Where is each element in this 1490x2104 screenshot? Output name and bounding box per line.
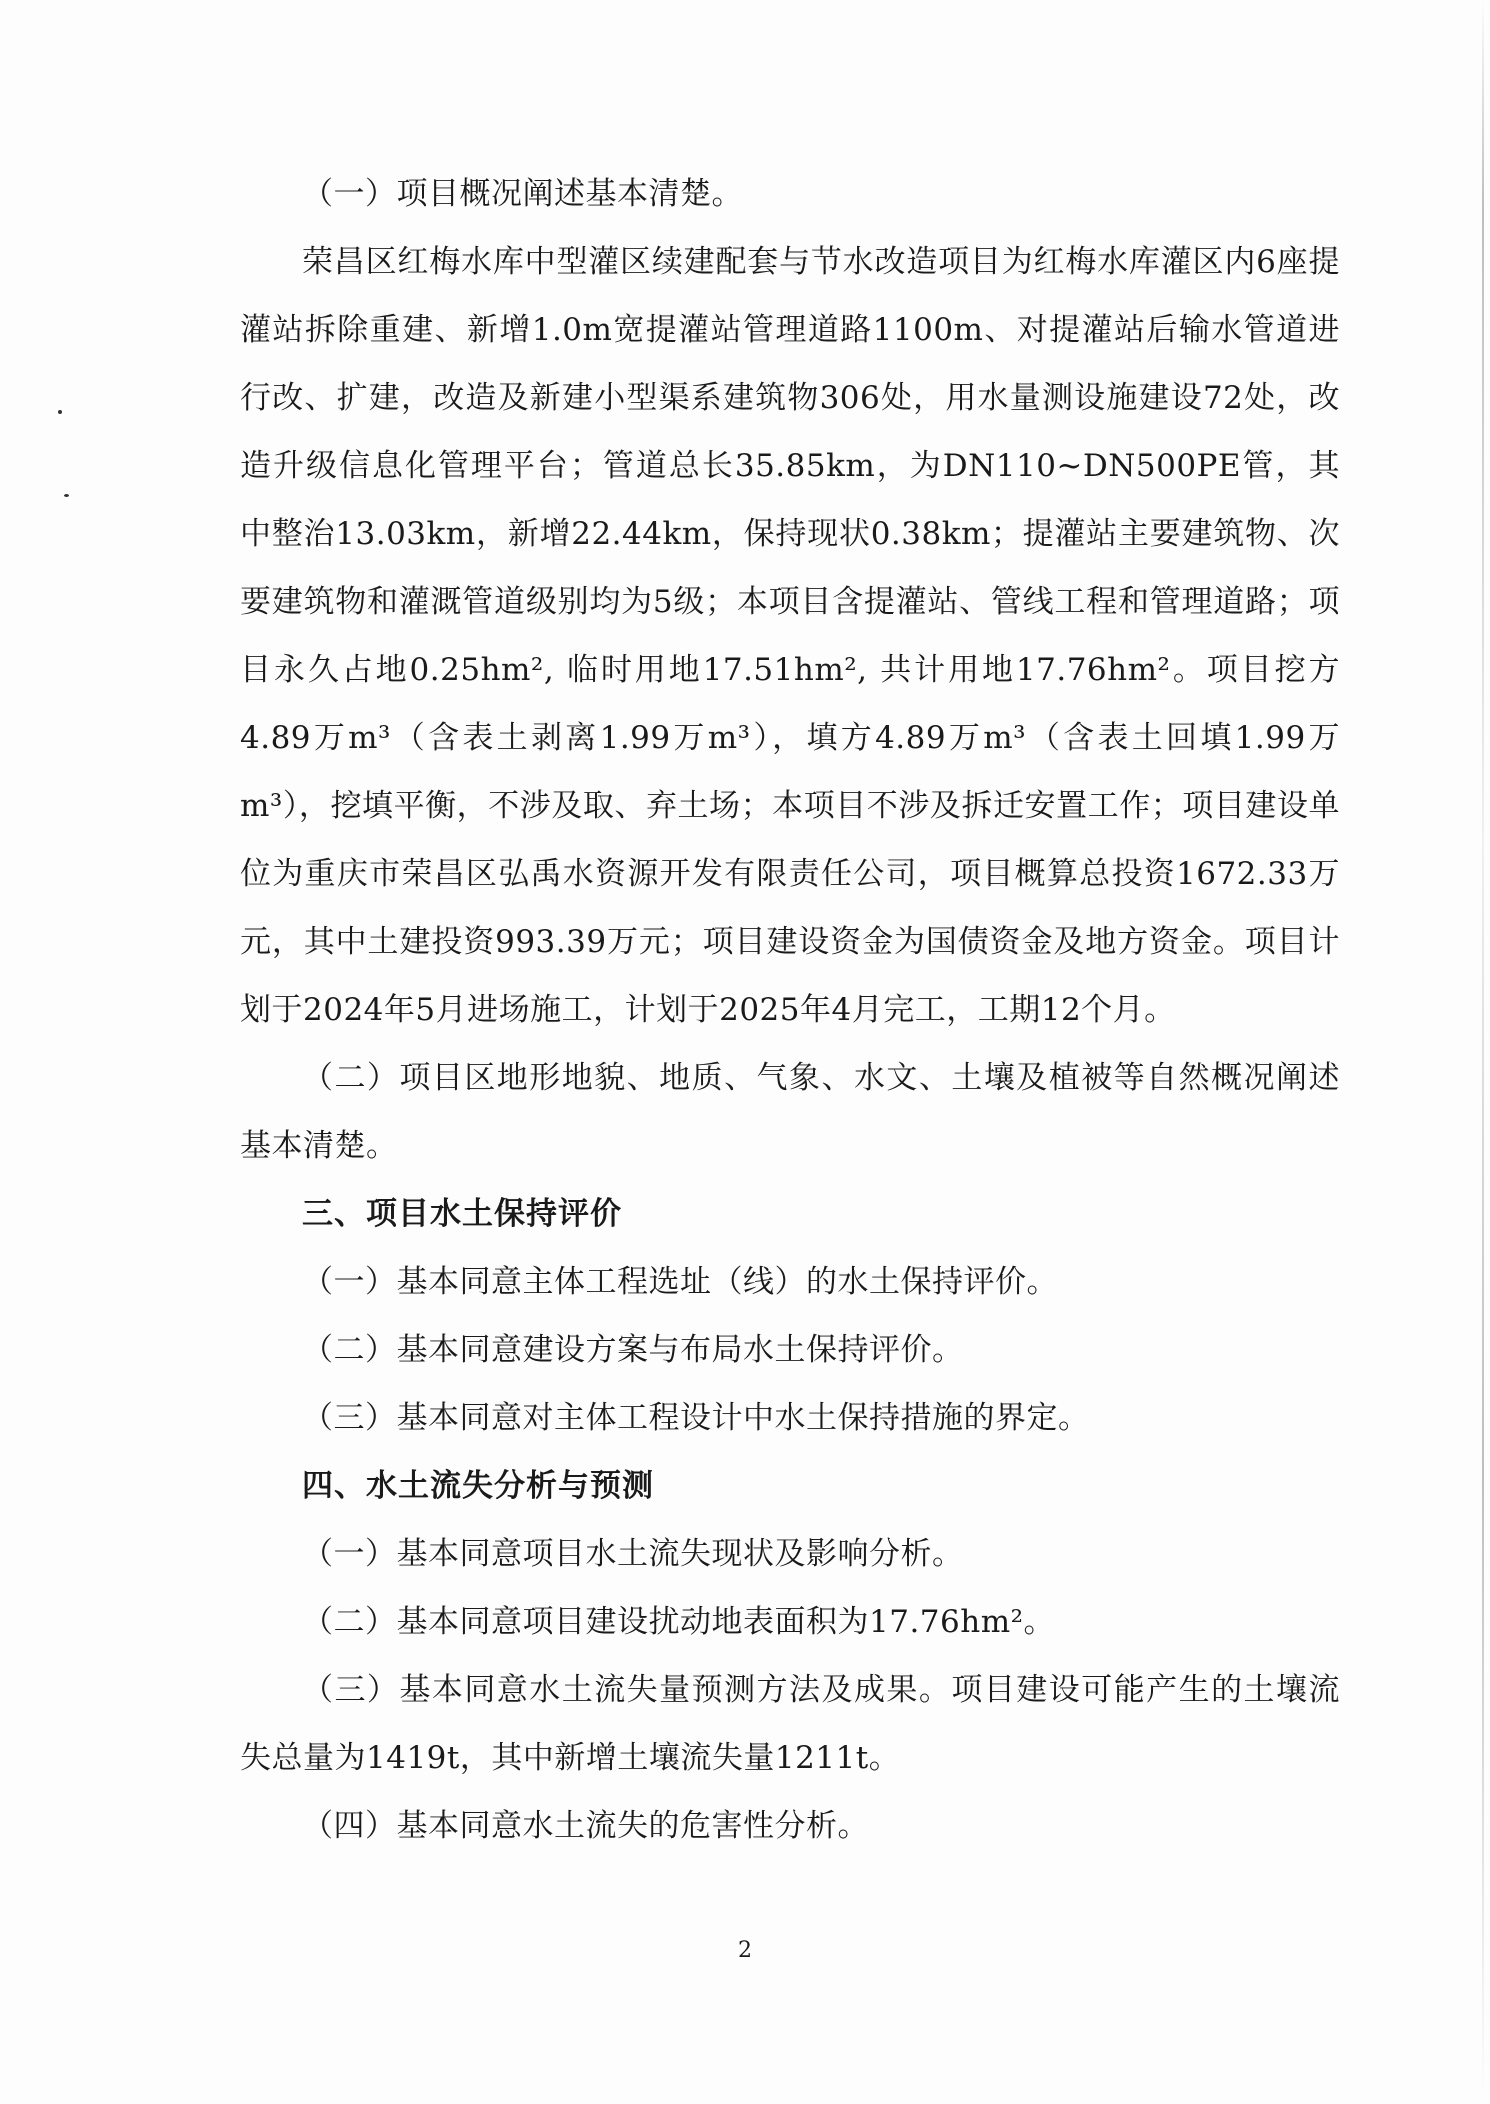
paragraph-disturbed-area: （二）基本同意项目建设扰动地表面积为17.76hm²。 [302,1604,1056,1640]
paragraph-site-selection: （一）基本同意主体工程选址（线）的水土保持评价。 [302,1264,1058,1300]
paragraph-measure-definition: （三）基本同意对主体工程设计中水土保持措施的界定。 [302,1400,1090,1436]
paragraph-project-details: 荣昌区红梅水库中型灌区续建配套与节水改造项目为红梅水库灌区内6座提灌站拆除重建、新增1.0m宽提灌站管理道路1100m、对提灌站后输水管道进行改、扩建，改造及新建小型渠系建筑物306处，用水量测设施建设72处，改造升级信息化管理平台；管道总长35.85km，为DN110~DN500PE管，其中整治13.03km，新增22.44km，保持现状0.38km；提灌站主要建筑物、次要建筑物和灌溉管道级别均为5级；本项目含提灌站、管线工程和管理道路；项目永久占地0.25hm², 临时用地17.51hm², 共计用地17.76hm²。项目挖方4.89万m³（含表土剥离1.99万m³），填方4.89万m³（含表土回填1.99万m³），挖填平衡，不涉及取、弃土场；本项目不涉及拆迁安置工作；项目建设单位为重庆市荣昌区弘禹水资源开发有限责任公司，项目概算总投资1672.33万元，其中土建投资993.39万元；项目建设资金为国债资金及地方资金。项目计划于2024年5月进场施工，计划于2025年4月完工，工期12个月。 [240,244,1340,1028]
paragraph-soil-loss-prediction: （三）基本同意水土流失量预测方法及成果。项目建设可能产生的土壤流失总量为1419t，其中新增土壤流失量1211t。 [240,1672,1340,1776]
paragraph-soil-loss-status: （一）基本同意项目水土流失现状及影响分析。 [302,1536,964,1572]
section-heading-soil-loss-analysis: 四、水土流失分析与预测 [302,1468,654,1504]
paragraph-project-overview: （一）项目概况阐述基本清楚。 [302,176,743,212]
scan-edge-shadow [1482,0,1484,2104]
paragraph-construction-plan: （二）基本同意建设方案与布局水土保持评价。 [302,1332,964,1368]
scan-speck [58,410,62,414]
section-heading-soil-conservation-evaluation: 三、项目水土保持评价 [302,1196,622,1232]
page-number: 2 [738,1938,752,1963]
paragraph-hazard-analysis: （四）基本同意水土流失的危害性分析。 [302,1808,869,1844]
document-body [240,160,1340,1860]
scan-speck [64,494,69,497]
paragraph-natural-conditions: （二）项目区地形地貌、地质、气象、水文、土壤及植被等自然概况阐述基本清楚。 [240,1060,1340,1164]
